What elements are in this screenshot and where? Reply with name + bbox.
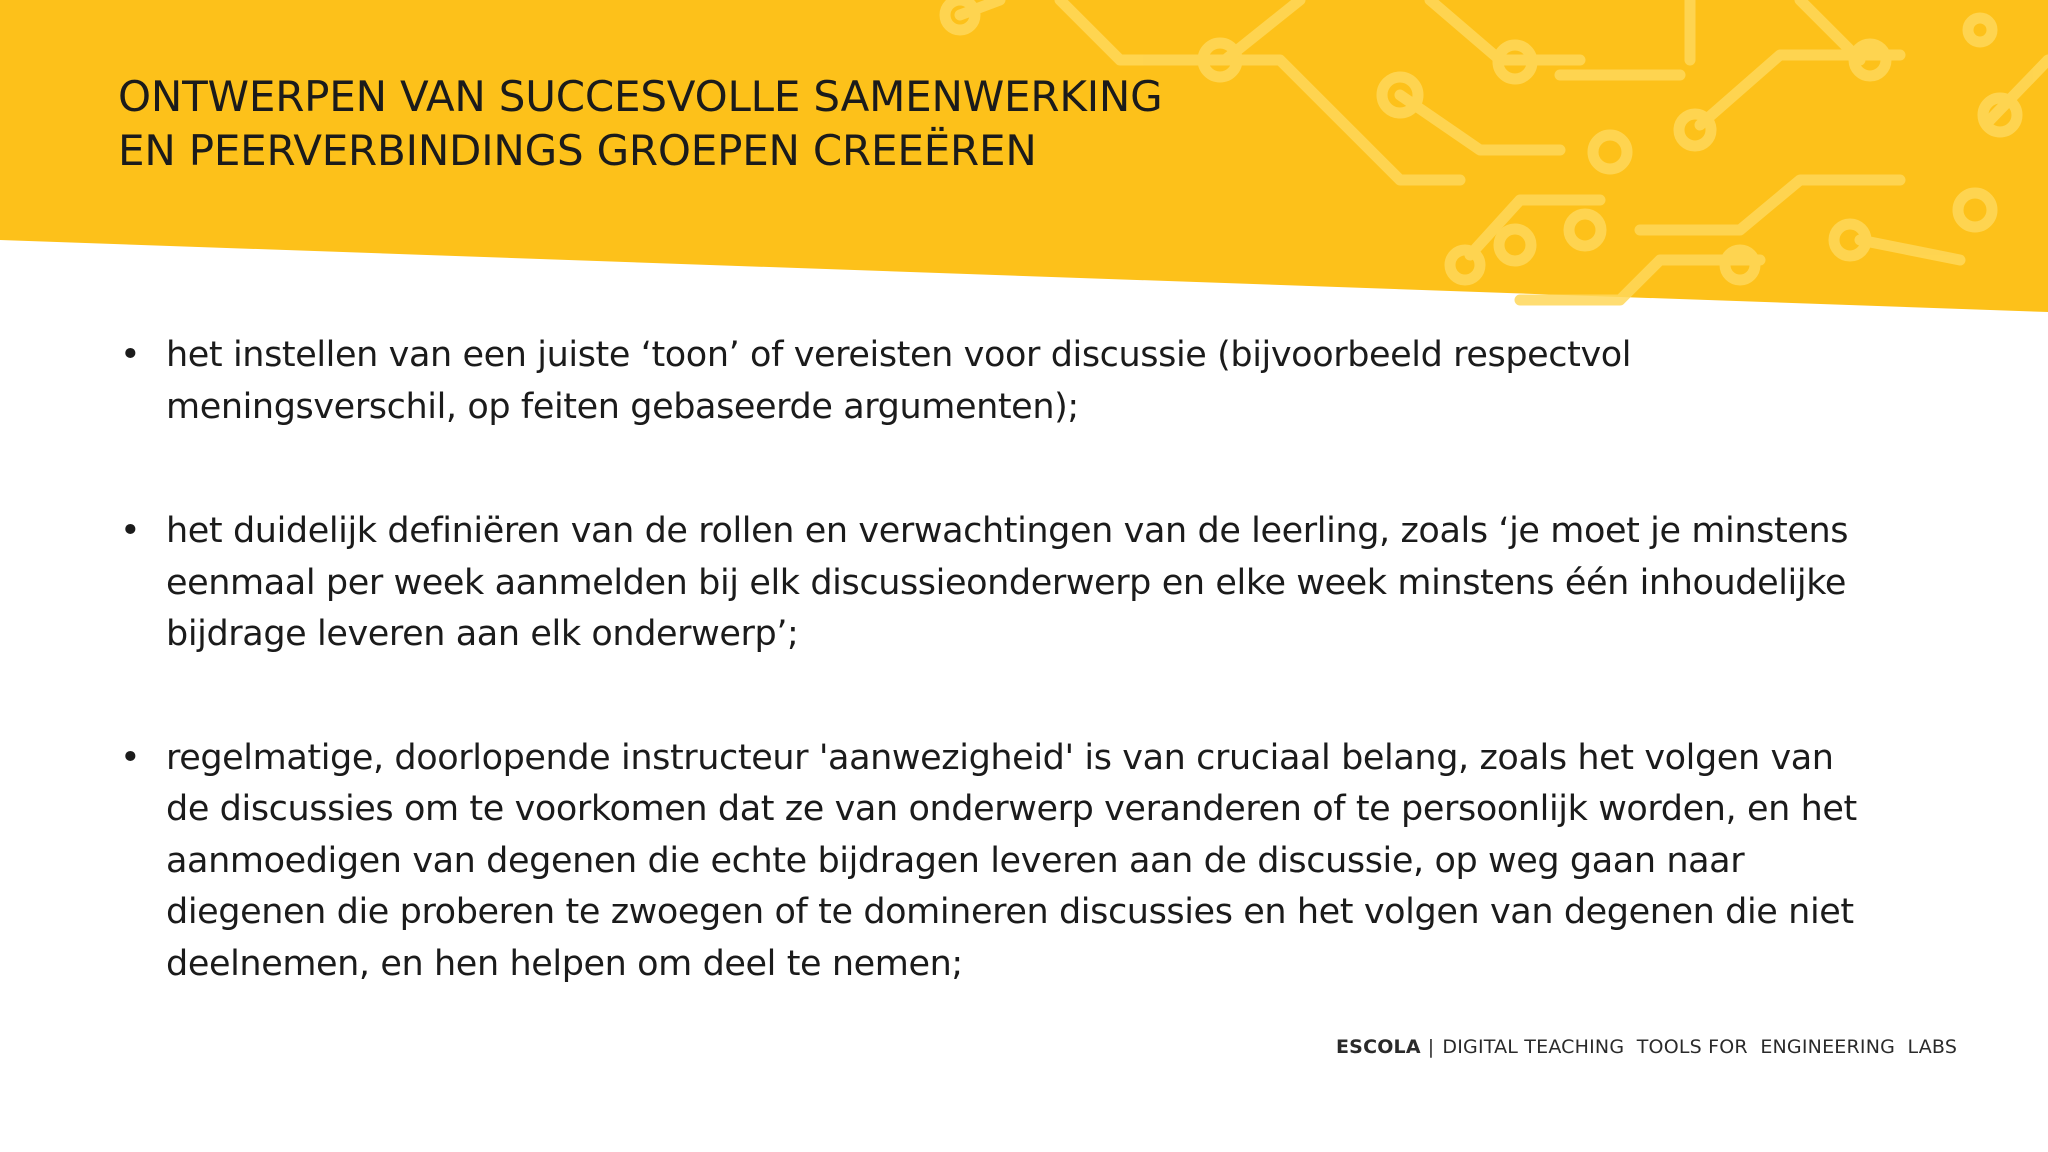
footer-separator: | — [1427, 1036, 1435, 1058]
bullet-list — [118, 330, 1898, 990]
bullet-text-line: de discussies om te voorkomen dat ze van onderwerp veranderen of te persoonlijk worden, en het — [166, 789, 1857, 829]
bullet-text-line: aanmoedigen van degenen die echte bijdragen leveren aan de discussie, op weg gaan naar — [166, 840, 1745, 881]
slide-title-line-1: ONTWERPEN VAN SUCCESVOLLE SAMENWERKING — [118, 72, 1163, 121]
bullet-item — [118, 330, 1898, 433]
bullet-text-line: eenmaal per week aanmelden bij elk discussieonderwerp en elke week minstens één inhoudelijke — [166, 562, 1846, 603]
bullet-text-line: het instellen van een juiste ‘toon’ of vereisten voor discussie (bijvoorbeeld respectvol — [166, 335, 1632, 375]
bullet-marker: • — [120, 737, 141, 778]
bullet-item — [118, 506, 1898, 661]
bullet-text-line: diegenen die proberen te zwoegen of te domineren discussies en het volgen van degenen die niet — [166, 892, 1854, 932]
bullet-text-line: deelnemen, en hen helpen om deel te nemen; — [166, 943, 963, 984]
slide-title-line-2: EN PEERVERBINDINGS GROEPEN CREEËREN — [118, 126, 1037, 175]
bullet-text-line: meningsverschil, op feiten gebaseerde argumenten); — [166, 386, 1079, 427]
footer-tagline: DIGITAL TEACHING TOOLS FOR ENGINEERING LABS — [1442, 1036, 1958, 1058]
slide-footer — [1336, 1036, 1957, 1058]
footer-brand: ESCOLA — [1336, 1036, 1421, 1058]
bullet-marker: • — [120, 511, 141, 551]
bullet-item — [118, 733, 1898, 991]
bullet-text-line: bijdrage leveren aan elk onderwerp’; — [166, 614, 799, 654]
bullet-text-line: regelmatige, doorlopende instructeur 'aanwezigheid' is van cruciaal belang, zoals het volgen van — [166, 737, 1834, 778]
bullet-text-line: het duidelijk definiëren van de rollen en verwachtingen van de leerling, zoals ‘je moet je minstens — [166, 511, 1849, 551]
slide-title — [118, 70, 1162, 178]
bullet-marker: • — [120, 335, 141, 375]
